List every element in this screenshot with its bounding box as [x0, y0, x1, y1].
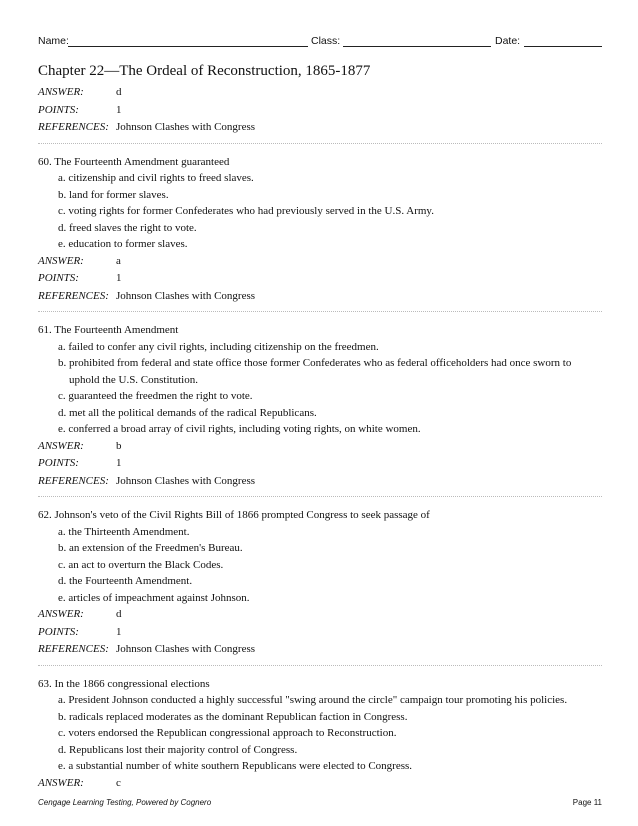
divider [38, 311, 602, 312]
name-label: Name: [38, 35, 69, 47]
date-label: Date: [495, 35, 521, 47]
references-row [38, 641, 602, 659]
answer-row [38, 775, 602, 793]
references-value: Johnson Clashes with Congress [116, 643, 256, 655]
answer-block [38, 253, 602, 306]
page-number: Page 11 [572, 798, 602, 807]
page-footer [38, 797, 602, 809]
answer-value: d [116, 608, 122, 620]
points-value: 1 [116, 103, 122, 116]
answer-label: ANSWER: [38, 776, 84, 789]
option-e: e. a substantial number of white southern Republicans were elected to Congress. [58, 760, 413, 772]
option-d: d. freed slaves the right to vote. [58, 221, 197, 234]
option-a: a. the Thirteenth Amendment. [58, 525, 190, 538]
references-value: Johnson Clashes with Congress [116, 474, 256, 487]
option-c: c. an act to overturn the Black Codes. [58, 558, 224, 571]
footer-publisher: Cengage Learning Testing, Powered by Cognero [38, 798, 212, 807]
option-e: e. education to former slaves. [58, 238, 188, 250]
answer-row [38, 606, 602, 624]
answer-value: a [116, 254, 121, 267]
option-b: b. an extension of the Freedmen's Bureau. [58, 542, 243, 554]
question-62 [38, 507, 602, 606]
question-stem: 61. The Fourteenth Amendment [38, 324, 179, 336]
references-label: REFERENCES: [38, 121, 109, 133]
option-a: a. failed to confer any civil rights, including citizenship on the freedmen. [58, 340, 379, 353]
answer-label: ANSWER: [38, 439, 84, 452]
answer-block [38, 438, 602, 491]
question-stem: 63. In the 1866 congressional elections [38, 677, 210, 690]
option-c: c. voters endorsed the Republican congressional approach to Reconstruction. [58, 727, 397, 739]
header-fields [38, 34, 602, 48]
chapter-title: Chapter 22—The Ordeal of Reconstruction, 1865-1877 [38, 63, 371, 79]
references-label: REFERENCES: [38, 289, 109, 302]
answer-row [38, 438, 602, 456]
points-value: 1 [116, 272, 122, 284]
answer-row [38, 253, 602, 271]
option-c: c. guaranteed the freedmen the right to vote. [58, 390, 253, 402]
answer-value: d [116, 86, 122, 98]
answer-label: ANSWER: [38, 254, 84, 267]
option-d: d. the Fourteenth Amendment. [58, 575, 193, 587]
divider [38, 665, 602, 666]
option-e: e. articles of impeachment against Johnson. [58, 591, 250, 604]
answer-row [38, 84, 602, 102]
points-value: 1 [116, 457, 122, 469]
question-61 [38, 322, 602, 438]
option-a: a. President Johnson conducted a highly successful "swing around the circle" campaign tour promoting his policies. [58, 694, 568, 706]
answer-value: b [116, 439, 122, 452]
references-value: Johnson Clashes with Congress [116, 289, 256, 302]
question-60 [38, 154, 602, 253]
question-stem: 60. The Fourteenth Amendment guaranteed [38, 155, 230, 168]
references-label: REFERENCES: [38, 474, 109, 487]
answer-label: ANSWER: [38, 608, 84, 620]
points-row [38, 455, 602, 473]
question-63 [38, 676, 602, 775]
answer-block [38, 84, 602, 137]
page [38, 0, 602, 826]
divider [38, 496, 602, 497]
references-value: Johnson Clashes with Congress [116, 121, 256, 133]
answer-label: ANSWER: [38, 86, 84, 98]
class-blank-line [343, 46, 491, 47]
option-b: b. prohibited from federal and state office those former Confederates who as federal officeholders had once sworn to uphold the U.S. Constitution. [58, 357, 572, 386]
date-blank-line [524, 46, 602, 47]
answer-block [38, 606, 602, 659]
references-row [38, 119, 602, 137]
points-value: 1 [116, 625, 122, 638]
option-d: d. Republicans lost their majority control of Congress. [58, 743, 298, 756]
answer-block [38, 775, 602, 793]
option-d: d. met all the political demands of the radical Republicans. [58, 406, 317, 419]
points-label: POINTS: [38, 625, 79, 638]
name-blank-line [68, 46, 308, 47]
option-b: b. land for former slaves. [58, 188, 169, 201]
points-label: POINTS: [38, 457, 79, 469]
option-c: c. voting rights for former Confederates who had previously served in the U.S. Army. [58, 205, 434, 217]
points-label: POINTS: [38, 272, 79, 284]
option-e: e. conferred a broad array of civil rights, including voting rights, on white women. [58, 423, 421, 435]
points-row [38, 102, 602, 120]
references-row [38, 473, 602, 491]
option-a: a. citizenship and civil rights to freed slaves. [58, 172, 254, 184]
divider [38, 143, 602, 144]
points-label: POINTS: [38, 103, 79, 116]
references-label: REFERENCES: [38, 643, 109, 655]
class-label: Class: [311, 35, 341, 47]
points-row [38, 270, 602, 288]
question-stem: 62. Johnson's veto of the Civil Rights Bill of 1866 prompted Congress to seek passage of [38, 509, 430, 521]
references-row [38, 288, 602, 306]
points-row [38, 624, 602, 642]
question-list [38, 84, 602, 792]
answer-value: c [116, 776, 121, 789]
option-b: b. radicals replaced moderates as the dominant Republican faction in Congress. [58, 710, 408, 723]
